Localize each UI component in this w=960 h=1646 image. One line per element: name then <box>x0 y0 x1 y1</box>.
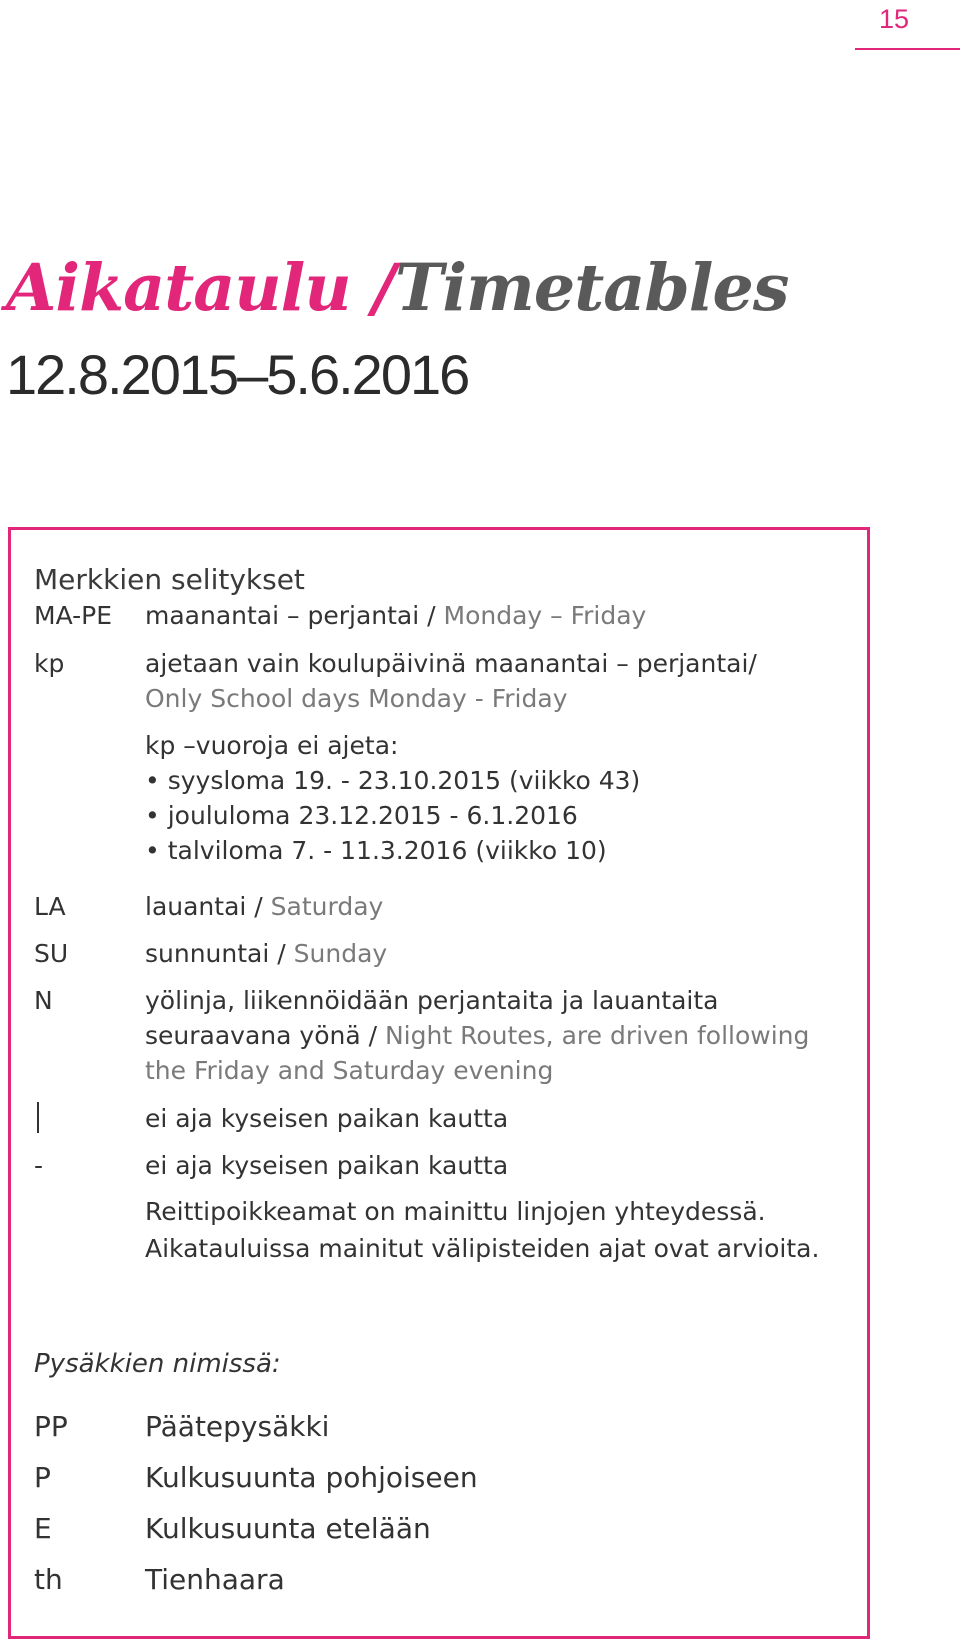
stops-heading: Pysäkkien nimissä: <box>34 1349 281 1379</box>
legend-abbr-kp: kp <box>34 649 65 678</box>
legend-desc-su-fi: sunnuntai / <box>145 939 294 968</box>
page-title <box>6 248 788 328</box>
legend-abbr-n: N <box>34 986 53 1015</box>
legend-desc-su-en: Sunday <box>293 939 388 968</box>
legend-desc-mape <box>145 597 646 634</box>
stop-desc: Päätepysäkki <box>145 1410 330 1443</box>
kp-bullet-item: • talviloma 7. - 11.3.2016 (viikko 10) <box>145 832 607 869</box>
legend-desc-n-line1: yölinja, liikennöidään perjantaita ja lauantaita <box>145 986 719 1015</box>
legend-desc-n-fi: seuraavana yönä / <box>145 1021 385 1050</box>
stop-abbr: E <box>34 1512 52 1545</box>
vertical-bar-symbol <box>37 1102 39 1133</box>
legend-desc-su <box>145 935 387 972</box>
legend-desc-n-line2 <box>145 1017 809 1054</box>
legend-note-text: Reittipoikkeamat on mainittu linjojen yhteydessä. <box>145 1197 766 1226</box>
title-finnish: Aikataulu / <box>6 250 395 326</box>
stop-desc: Tienhaara <box>145 1563 285 1596</box>
kp-bullet-item: • joululoma 23.12.2015 - 6.1.2016 <box>145 797 578 834</box>
legend-abbr-la: LA <box>34 892 66 921</box>
legend-note-text: Aikatauluissa mainitut välipisteiden ajat ovat arvioita. <box>145 1234 820 1263</box>
legend-abbr-mape: MA-PE <box>34 601 113 630</box>
legend-desc-kp-en: Only School days Monday - Friday <box>145 684 568 713</box>
kp-bullet-item: • syysloma 19. - 23.10.2015 (viikko 43) <box>145 762 640 799</box>
legend-heading: Merkkien selitykset <box>34 563 305 596</box>
page-number-rule <box>855 48 960 50</box>
legend-desc-kp-fi: ajetaan vain koulupäivinä maanantai – perjantai/ <box>145 649 757 678</box>
kp-note-title: kp –vuoroja ei ajeta: <box>145 731 399 760</box>
legend-desc-dash: ei aja kyseisen paikan kautta <box>145 1151 509 1180</box>
legend-desc-bar: ei aja kyseisen paikan kautta <box>145 1104 509 1133</box>
legend-desc-n-en: Night Routes, are driven following <box>384 1021 810 1050</box>
legend-desc-n-line3: the Friday and Saturday evening <box>145 1056 554 1085</box>
date-range: 12.8.2015–5.6.2016 <box>6 343 469 406</box>
stop-abbr: PP <box>34 1410 68 1443</box>
legend-desc-la <box>145 888 383 925</box>
stop-abbr: th <box>34 1563 63 1596</box>
legend-desc-la-en: Saturday <box>270 892 384 921</box>
stop-desc: Kulkusuunta etelään <box>145 1512 431 1545</box>
legend-desc-la-fi: lauantai / <box>145 892 271 921</box>
legend-abbr-su: SU <box>34 939 69 968</box>
legend-abbr-dash: - <box>34 1151 44 1180</box>
stop-desc: Kulkusuunta pohjoiseen <box>145 1461 478 1494</box>
stop-abbr: P <box>34 1461 51 1494</box>
legend-desc-mape-fi: maanantai – perjantai / <box>145 601 444 630</box>
legend-desc-mape-en: Monday – Friday <box>443 601 647 630</box>
title-english: Timetables <box>395 250 789 326</box>
page-number: 15 <box>878 4 910 34</box>
